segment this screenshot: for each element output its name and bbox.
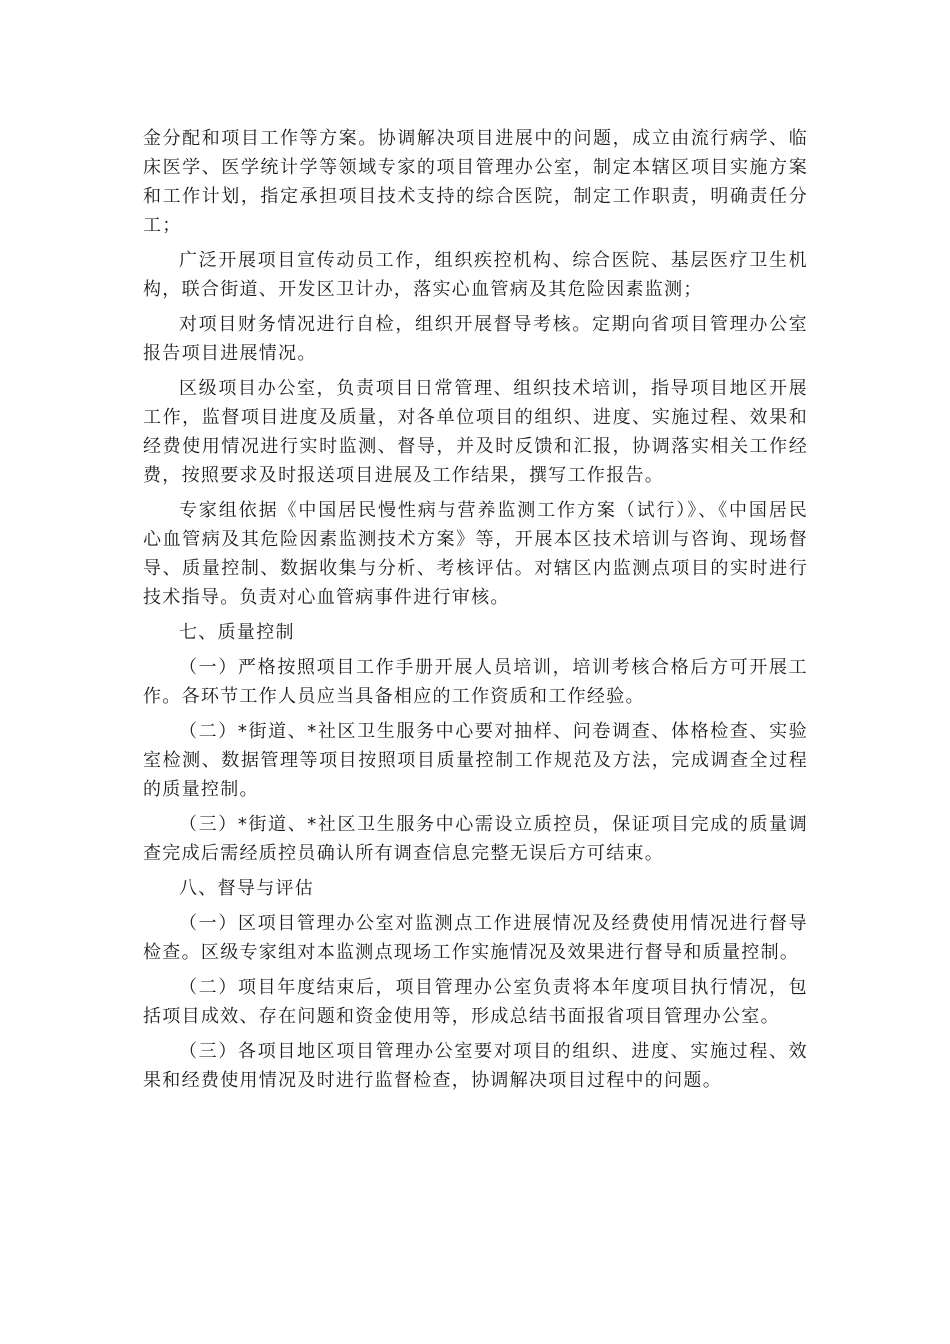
paragraph-supervision-2: （二）项目年度结束后，项目管理办公室负责将本年度项目执行情况，包括项目成效、存在问题和资金使用等，形成总结书面报省项目管理办公室。 bbox=[143, 977, 808, 1027]
paragraph-expert-group: 专家组依据《中国居民慢性病与营养监测工作方案（试行）》、《中国居民心血管病及其危险因素监测技术方案》等，开展本区技术培训与咨询、现场督导、质量控制、数据收集与分析、考核评估。对辖区内监测点项目的实时进行技术指导。负责对心血管病事件进行审核。 bbox=[143, 500, 808, 608]
paragraph-supervision-3: （三）各项目地区项目管理办公室要对项目的组织、进度、实施过程、效果和经费使用情况及时进行监督检查，协调解决项目过程中的问题。 bbox=[143, 1041, 808, 1091]
paragraph-supervision-1: （一）区项目管理办公室对监测点工作进展情况及经费使用情况进行督导检查。区级专家组对本监测点现场工作实施情况及效果进行督导和质量控制。 bbox=[143, 913, 808, 963]
paragraph-district-office: 区级项目办公室，负责项目日常管理、组织技术培训，指导项目地区开展工作，监督项目进度及质量，对各单位项目的组织、进度、实施过程、效果和经费使用情况进行实时监测、督导，并及时反馈和汇报，协调落实相关工作经费，按照要求及时报送项目进展及工作结果，撰写工作报告。 bbox=[143, 378, 808, 486]
paragraph-finance-check: 对项目财务情况进行自检，组织开展督导考核。定期向省项目管理办公室报告项目进展情况。 bbox=[143, 314, 808, 364]
document-body bbox=[143, 124, 808, 1101]
section-heading-quality-control: 七、质量控制 bbox=[179, 622, 295, 643]
paragraph-continuation: 金分配和项目工作等方案。协调解决项目进展中的问题，成立由流行病学、临床医学、医学统计学等领域专家的项目管理办公室，制定本辖区项目实施方案和工作计划，指定承担项目技术支持的综合医院，制定工作职责，明确责任分工； bbox=[143, 128, 808, 236]
paragraph-publicity: 广泛开展项目宣传动员工作，组织疾控机构、综合医院、基层医疗卫生机构，联合街道、开发区卫计办，落实心血管病及其危险因素监测； bbox=[143, 250, 808, 300]
paragraph-quality-3: （三）*街道、*社区卫生服务中心需设立质控员，保证项目完成的质量调查完成后需经质控员确认所有调查信息完整无误后方可结束。 bbox=[143, 814, 808, 864]
paragraph-quality-1: （一）严格按照项目工作手册开展人员培训，培训考核合格后方可开展工作。各环节工作人员应当具备相应的工作资质和工作经验。 bbox=[143, 657, 808, 707]
paragraph-quality-2: （二）*街道、*社区卫生服务中心要对抽样、问卷调查、体格检查、实验室检测、数据管理等项目按照项目质量控制工作规范及方法，完成调查全过程的质量控制。 bbox=[143, 721, 808, 800]
section-heading-supervision: 八、督导与评估 bbox=[179, 878, 315, 899]
